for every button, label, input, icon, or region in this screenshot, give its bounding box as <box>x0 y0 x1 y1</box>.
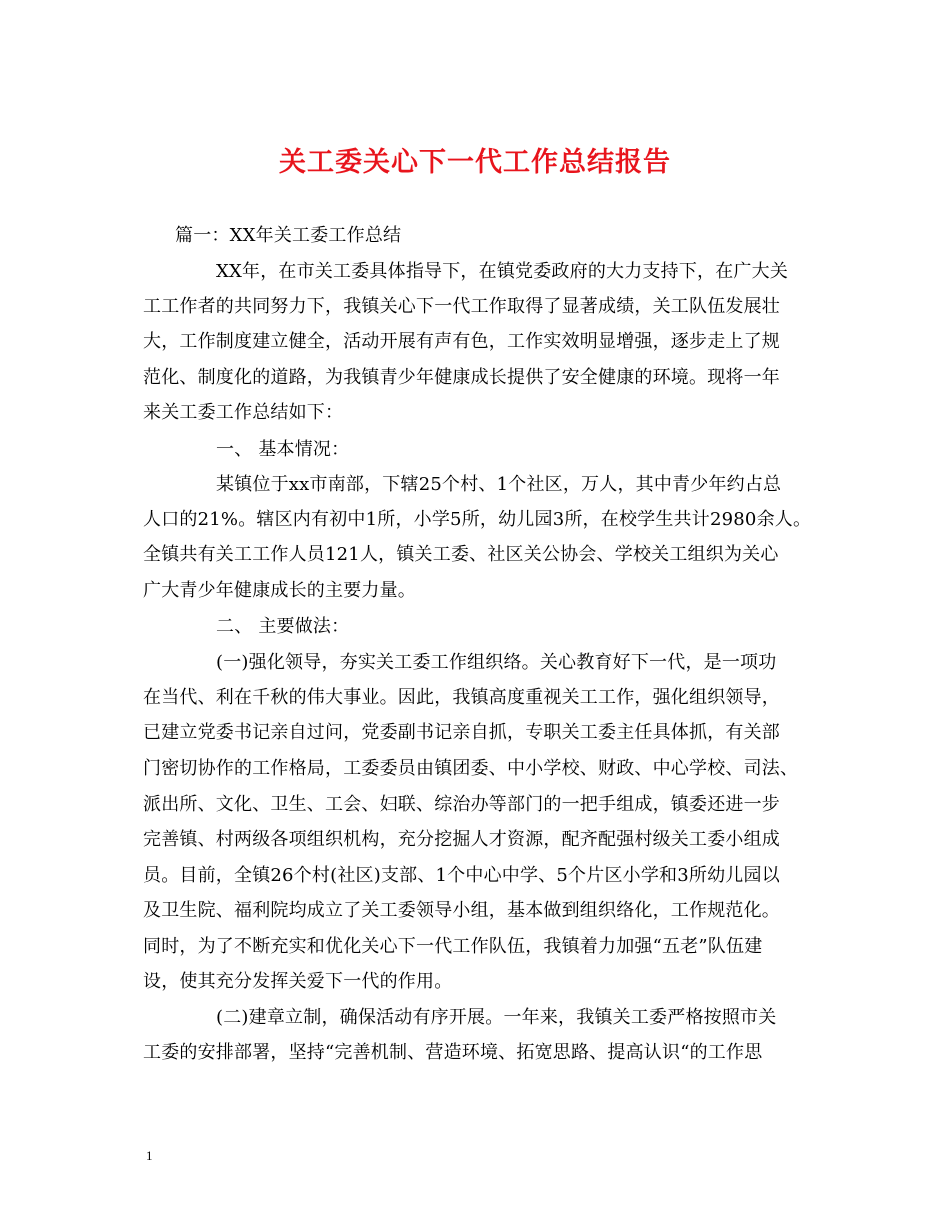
subsection-heading: 二、 主要做法： <box>216 616 350 637</box>
body-line: 员。目前，全镇26个村(社区)支部、1个中心中学、5个片区小学和3所幼儿园以 <box>143 865 780 886</box>
body-line: 已建立党委书记亲自过问，党委副书记亲自抓，专职关工委主任具体抓，有关部 <box>143 722 780 743</box>
body-line: 大，工作制度建立健全，活动开展有声有色，工作实效明显增强，逐步走上了规 <box>143 331 780 352</box>
body-line: 人口的21%。辖区内有初中1所，小学5所，幼儿园3所，在校学生共计2980余人。 <box>143 509 812 530</box>
body-line: 全镇共有关工工作人员121人，镇关工委、社区关公协会、学校关工组织为关心 <box>143 544 779 565</box>
body-line: 设，使其充分发挥关爱下一代的作用。 <box>143 971 453 992</box>
body-line: 及卫生院、福利院均成立了关工委领导小组，基本做到组织络化，工作规范化。 <box>143 900 780 921</box>
document-title: 关工委关心下一代工作总结报告 <box>279 147 671 178</box>
body-line: 派出所、文化、卫生、工会、妇联、综治办等部门的一把手组成，镇委还进一步 <box>143 794 780 815</box>
body-line: 某镇位于xx市南部，下辖25个村、1个社区，万人，其中青少年约占总 <box>216 474 782 495</box>
body-line: 在当代、利在千秋的伟大事业。因此，我镇高度重视关工工作，强化组织领导， <box>143 687 780 708</box>
body-line: (二)建章立制，确保活动有序开展。一年来，我镇关工委严格按照市关 <box>216 1007 777 1028</box>
body-line: XX年，在市关工委具体指导下，在镇党委政府的大力支持下，在广大关 <box>216 261 789 282</box>
body-line: 门密切协作的工作格局，工委委员由镇团委、中小学校、财政、中心学校、司法、 <box>143 758 799 779</box>
body-line: 工工作者的共同努力下，我镇关心下一代工作取得了显著成绩，关工队伍发展壮 <box>143 296 780 317</box>
body-line: 来关工委工作总结如下： <box>143 402 344 423</box>
body-line: 范化、制度化的道路，为我镇青少年健康成长提供了安全健康的环境。现将一年 <box>143 367 780 388</box>
section-heading: 篇一：XX年关工委工作总结 <box>175 225 402 246</box>
body-line: (一)强化领导，夯实关工委工作组织络。关心教育好下一代，是一项功 <box>216 652 777 673</box>
body-line: 同时，为了不断充实和优化关心下一代工作队伍，我镇着力加强“五老”队伍建 <box>143 936 763 957</box>
subsection-heading: 一、 基本情况： <box>216 439 350 460</box>
body-line: 工委的安排部署，坚持“完善机制、营造环境、拓宽思路、提高认识“的工作思 <box>143 1042 763 1063</box>
page-number: 1 <box>146 1148 153 1163</box>
body-line: 广大青少年健康成长的主要力量。 <box>143 580 416 601</box>
body-line: 完善镇、村两级各项组织机构，充分挖掘人才资源，配齐配强村级关工委小组成 <box>143 829 780 850</box>
